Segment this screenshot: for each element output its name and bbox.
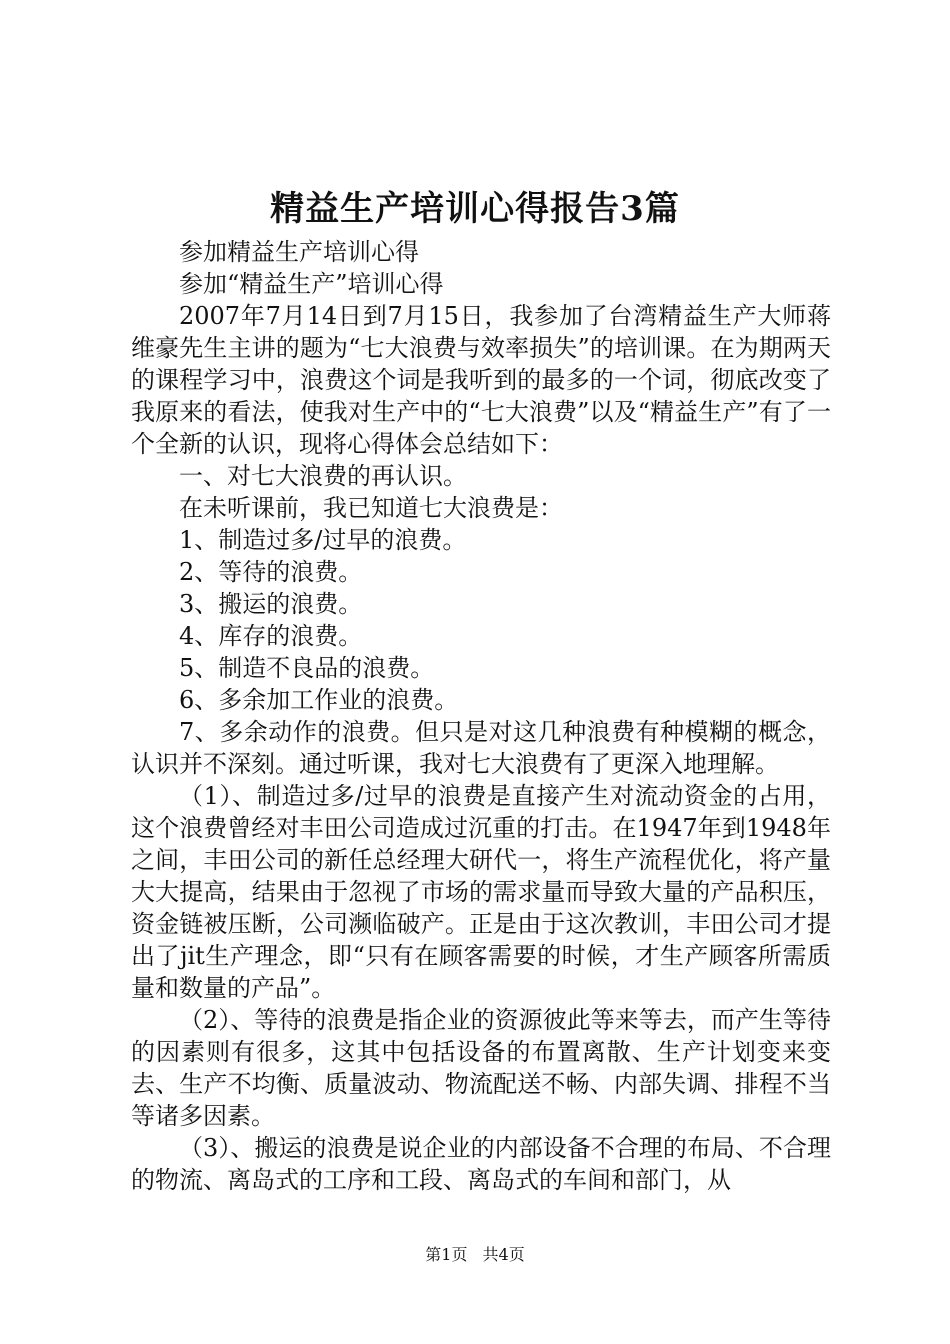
document-body: [131, 236, 831, 1196]
paragraph: 在未听课前，我已知道七大浪费是：: [179, 494, 563, 522]
page-footer: [0, 1244, 950, 1266]
paragraph: 7、多余动作的浪费。但只是对这几种浪费有种模糊的概念，认识并不深刻。通过听课，我对七大浪费有了更深入地理解。: [131, 718, 831, 778]
page-number: 第1页: [425, 1245, 468, 1264]
paragraph: 5、制造不良品的浪费。: [179, 654, 435, 682]
paragraph: （3）、搬运的浪费是说企业的内部设备不合理的布局、不合理的物流、离岛式的工序和工段、离岛式的车间和部门，从: [131, 1134, 831, 1194]
paragraph: 一、对七大浪费的再认识。: [179, 462, 467, 490]
paragraph: 2、等待的浪费。: [179, 558, 363, 586]
paragraph: 4、库存的浪费。: [179, 622, 363, 650]
paragraph: 2007年7月14日到7月15日，我参加了台湾精益生产大师蒋维豪先生主讲的题为“七大浪费与效率损失”的培训课。在为期两天的课程学习中，浪费这个词是我听到的最多的一个词，彻底改变了我原来的看法，使我对生产中的“七大浪费”以及“精益生产”有了一个全新的认识，现将心得体会总结如下：: [131, 302, 831, 458]
paragraph: 参加“精益生产”培训心得: [179, 270, 444, 298]
paragraph: （2）、等待的浪费是指企业的资源彼此等来等去，而产生等待的因素则有很多，这其中包括设备的布置离散、生产计划变来变去、生产不均衡、质量波动、物流配送不畅、内部失调、排程不当等诸多因素。: [131, 1006, 831, 1130]
paragraph: （1）、制造过多/过早的浪费是直接产生对流动资金的占用，这个浪费曾经对丰田公司造成过沉重的打击。在1947年到1948年之间，丰田公司的新任总经理大研代一，将生产流程优化，将产量大大提高，结果由于忽视了市场的需求量而导致大量的产品积压，资金链被压断，公司濒临破产。正是由于这次教训，丰田公司才提出了jit生产理念，即“只有在顾客需要的时候，才生产顾客所需质量和数量的产品”。: [131, 782, 831, 1002]
paragraph: 参加精益生产培训心得: [179, 238, 419, 266]
paragraph: 3、搬运的浪费。: [179, 590, 363, 618]
paragraph: 1、制造过多/过早的浪费。: [179, 526, 467, 554]
page-total: 共4页: [482, 1245, 525, 1264]
paragraph: 6、多余加工作业的浪费。: [179, 686, 459, 714]
document-title: 精益生产培训心得报告3篇: [270, 189, 680, 229]
